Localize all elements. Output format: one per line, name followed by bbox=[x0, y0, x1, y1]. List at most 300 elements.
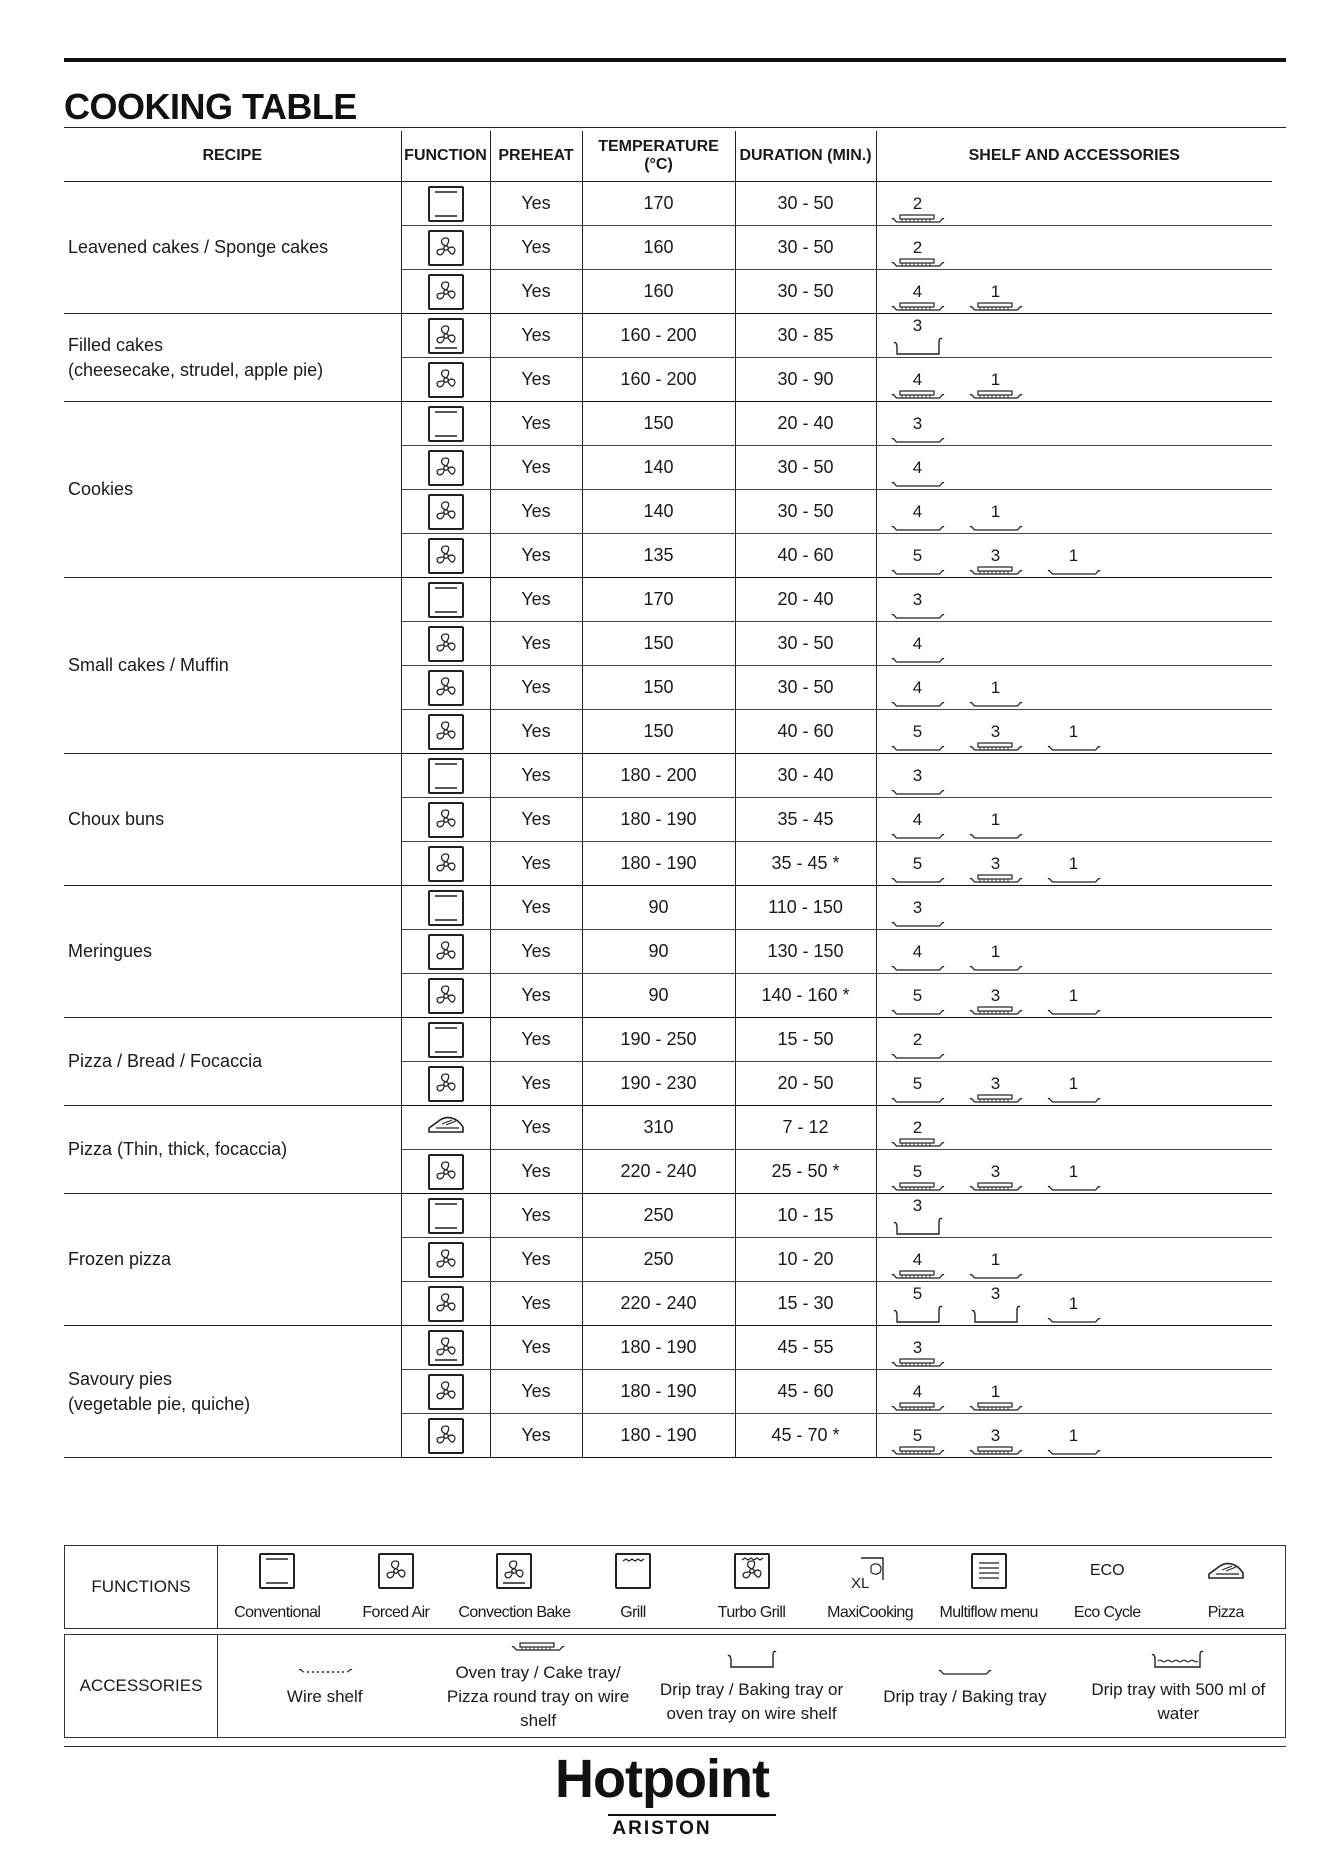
baking-tray-icon bbox=[1047, 740, 1101, 752]
function-cell bbox=[401, 842, 490, 886]
duration-cell: 30 - 50 bbox=[735, 666, 876, 710]
temperature-cell: 150 bbox=[582, 666, 735, 710]
shelf-cell bbox=[876, 226, 1272, 270]
wire-shelf-icon bbox=[295, 1663, 355, 1681]
temperature-cell: 90 bbox=[582, 886, 735, 930]
shelf-level: 1 bbox=[990, 501, 1001, 521]
temperature-cell: 220 - 240 bbox=[582, 1282, 735, 1326]
temperature-cell: 190 - 250 bbox=[582, 1018, 735, 1062]
shelf-level: 3 bbox=[990, 1284, 1001, 1303]
preheat-cell: Yes bbox=[490, 886, 582, 930]
shelf-level: 3 bbox=[912, 897, 923, 917]
shelf-position bbox=[967, 811, 1025, 840]
shelf-position bbox=[889, 1031, 947, 1060]
shelf-position bbox=[1045, 1163, 1103, 1192]
shelf-level: 1 bbox=[1068, 721, 1079, 741]
oven-tray-icon bbox=[891, 1356, 945, 1368]
shelf-position bbox=[967, 987, 1025, 1016]
shelf-cell bbox=[876, 1062, 1272, 1106]
preheat-cell: Yes bbox=[490, 1282, 582, 1326]
shelf-level: 3 bbox=[990, 985, 1001, 1005]
table-row bbox=[64, 1194, 1272, 1238]
function-cell bbox=[401, 402, 490, 446]
forced-air-icon bbox=[428, 1160, 464, 1180]
function-cell bbox=[401, 446, 490, 490]
preheat-cell: Yes bbox=[490, 182, 582, 226]
shelf-level: 5 bbox=[912, 1161, 923, 1181]
preheat-cell: Yes bbox=[490, 842, 582, 886]
table-body bbox=[64, 182, 1272, 1458]
baking-tray-icon bbox=[891, 520, 945, 532]
duration-cell: 30 - 85 bbox=[735, 314, 876, 358]
drip-tray-deep-icon bbox=[891, 1214, 945, 1236]
shelf-level: 2 bbox=[912, 1029, 923, 1049]
shelf-position bbox=[889, 195, 947, 224]
brand-logo: Hotpoint bbox=[555, 1749, 769, 1809]
table-row bbox=[64, 578, 1272, 622]
shelf-cell bbox=[876, 534, 1272, 578]
legend-function-item bbox=[1167, 1546, 1286, 1628]
temperature-cell: 150 bbox=[582, 710, 735, 754]
shelf-cell bbox=[876, 798, 1272, 842]
shelf-position bbox=[967, 1251, 1025, 1280]
shelf-level: 4 bbox=[912, 809, 923, 829]
shelf-level: 1 bbox=[990, 677, 1001, 697]
forced-air-icon bbox=[428, 808, 464, 828]
shelf-level: 1 bbox=[990, 1249, 1001, 1269]
shelf-position bbox=[889, 1383, 947, 1412]
preheat-cell: Yes bbox=[490, 710, 582, 754]
shelf-level: 3 bbox=[912, 413, 923, 433]
baking-tray-icon bbox=[1047, 872, 1101, 884]
baking-tray-icon bbox=[891, 432, 945, 444]
legend-function-item bbox=[929, 1546, 1048, 1628]
legend-accessory-label: Wire shelf bbox=[286, 1687, 363, 1706]
shelf-cell bbox=[876, 754, 1272, 798]
shelf-level: 1 bbox=[1068, 545, 1079, 565]
preheat-cell: Yes bbox=[490, 314, 582, 358]
temperature-cell: 180 - 190 bbox=[582, 1326, 735, 1370]
shelf-cell bbox=[876, 402, 1272, 446]
legend-function-label: Turbo Grill bbox=[717, 1604, 786, 1621]
shelf-position bbox=[889, 1197, 947, 1236]
conventional-icon bbox=[428, 1028, 464, 1048]
oven-tray-icon bbox=[969, 388, 1023, 400]
oven-tray-icon bbox=[969, 740, 1023, 752]
shelf-cell bbox=[876, 1326, 1272, 1370]
shelf-cell bbox=[876, 974, 1272, 1018]
temperature-cell: 160 - 200 bbox=[582, 314, 735, 358]
function-cell bbox=[401, 1062, 490, 1106]
shelf-level: 3 bbox=[912, 1337, 923, 1357]
shelf-position bbox=[889, 283, 947, 312]
function-cell bbox=[401, 1370, 490, 1414]
shelf-position bbox=[1045, 1295, 1103, 1324]
function-cell bbox=[401, 886, 490, 930]
preheat-cell: Yes bbox=[490, 358, 582, 402]
drip-tray-deep-icon bbox=[969, 1302, 1023, 1324]
function-cell bbox=[401, 974, 490, 1018]
baking-tray-icon bbox=[891, 960, 945, 972]
legend-function-label: Multiflow menu bbox=[939, 1604, 1038, 1621]
preheat-cell: Yes bbox=[490, 1238, 582, 1282]
legend-function-item bbox=[455, 1546, 574, 1628]
duration-cell: 20 - 40 bbox=[735, 578, 876, 622]
shelf-position bbox=[1045, 1427, 1103, 1456]
duration-cell: 140 - 160 * bbox=[735, 974, 876, 1018]
function-cell bbox=[401, 534, 490, 578]
accessories-legend bbox=[64, 1634, 1286, 1738]
convection-bake-icon bbox=[428, 324, 464, 344]
shelf-level: 1 bbox=[990, 941, 1001, 961]
preheat-cell: Yes bbox=[490, 1326, 582, 1370]
shelf-position bbox=[889, 1427, 947, 1456]
baking-tray-icon bbox=[1047, 1312, 1101, 1324]
legend-function-label: Forced Air bbox=[362, 1604, 430, 1621]
recipe-cell bbox=[64, 578, 401, 754]
recipe-name-line: Leavened cakes / Sponge cakes bbox=[68, 237, 329, 257]
temperature-cell: 90 bbox=[582, 930, 735, 974]
shelf-position bbox=[889, 415, 947, 444]
conventional-icon bbox=[259, 1550, 295, 1592]
shelf-position bbox=[889, 371, 947, 400]
shelf-level: 3 bbox=[990, 545, 1001, 565]
shelf-position bbox=[889, 1285, 947, 1324]
oven-tray-icon bbox=[969, 300, 1023, 312]
turbo-grill-icon bbox=[734, 1550, 770, 1592]
legend-function-label: Convection Bake bbox=[458, 1604, 571, 1621]
shelf-position bbox=[889, 679, 947, 708]
preheat-cell: Yes bbox=[490, 798, 582, 842]
shelf-position bbox=[967, 547, 1025, 576]
shelf-level: 4 bbox=[912, 1249, 923, 1269]
shelf-position bbox=[967, 1285, 1025, 1324]
duration-cell: 30 - 40 bbox=[735, 754, 876, 798]
oven-tray-icon bbox=[891, 388, 945, 400]
shelf-level: 4 bbox=[912, 677, 923, 697]
forced-air-icon bbox=[428, 456, 464, 476]
legend-function-item bbox=[811, 1546, 930, 1628]
functions-list bbox=[218, 1546, 1285, 1628]
table-row bbox=[64, 886, 1272, 930]
forced-air-icon bbox=[428, 984, 464, 1004]
shelf-position bbox=[967, 943, 1025, 972]
baking-tray-icon bbox=[1047, 1004, 1101, 1016]
function-cell bbox=[401, 1238, 490, 1282]
shelf-level: 4 bbox=[912, 501, 923, 521]
shelf-level: 4 bbox=[912, 633, 923, 653]
baking-tray-icon bbox=[891, 872, 945, 884]
accessories-label: ACCESSORIES bbox=[65, 1635, 218, 1738]
shelf-position bbox=[889, 503, 947, 532]
temperature-cell: 180 - 200 bbox=[582, 754, 735, 798]
legend-function-item bbox=[218, 1546, 337, 1628]
oven-tray-icon bbox=[969, 1004, 1023, 1016]
temperature-cell: 160 bbox=[582, 270, 735, 314]
shelf-cell bbox=[876, 1194, 1272, 1238]
oven-tray-icon bbox=[969, 1400, 1023, 1412]
baking-tray-icon bbox=[969, 828, 1023, 840]
shelf-level: 2 bbox=[912, 1117, 923, 1137]
preheat-cell: Yes bbox=[490, 1414, 582, 1458]
duration-cell: 25 - 50 * bbox=[735, 1150, 876, 1194]
table-row bbox=[64, 754, 1272, 798]
shelf-level: 5 bbox=[912, 853, 923, 873]
recipe-name-line: Choux buns bbox=[68, 809, 165, 829]
shelf-position bbox=[967, 723, 1025, 752]
eco-icon: ECO bbox=[1089, 1562, 1125, 1579]
header-duration: DURATION (MIN.) bbox=[735, 131, 876, 182]
shelf-position bbox=[889, 591, 947, 620]
preheat-cell: Yes bbox=[490, 1194, 582, 1238]
function-cell bbox=[401, 666, 490, 710]
table-row bbox=[64, 1018, 1272, 1062]
shelf-cell bbox=[876, 314, 1272, 358]
forced-air-icon bbox=[428, 632, 464, 652]
baking-tray-icon bbox=[969, 1268, 1023, 1280]
forced-air-icon bbox=[428, 500, 464, 520]
temperature-cell: 160 bbox=[582, 226, 735, 270]
legend-accessory-item bbox=[1072, 1635, 1285, 1737]
legend-function-label: Grill bbox=[620, 1604, 646, 1621]
shelf-cell bbox=[876, 270, 1272, 314]
legend-function-label: Conventional bbox=[234, 1604, 321, 1621]
recipe-cell bbox=[64, 1106, 401, 1194]
shelf-cell bbox=[876, 1282, 1272, 1326]
function-cell bbox=[401, 490, 490, 534]
drip-tray-deep-icon bbox=[891, 334, 945, 356]
duration-cell: 35 - 45 bbox=[735, 798, 876, 842]
conventional-icon bbox=[428, 896, 464, 916]
shelf-level: 3 bbox=[912, 1196, 923, 1215]
conventional-icon bbox=[428, 1204, 464, 1224]
function-cell bbox=[401, 1414, 490, 1458]
baking-tray-icon bbox=[969, 696, 1023, 708]
shelf-position bbox=[889, 459, 947, 488]
recipe-name-line: Meringues bbox=[68, 941, 153, 961]
shelf-position bbox=[967, 503, 1025, 532]
function-cell bbox=[401, 930, 490, 974]
preheat-cell: Yes bbox=[490, 1370, 582, 1414]
drip-tray-deep-icon bbox=[725, 1647, 779, 1674]
shelf-position bbox=[889, 1075, 947, 1104]
oven-tray-icon bbox=[891, 1400, 945, 1412]
footer-rule bbox=[64, 1746, 1286, 1747]
temperature-cell: 220 - 240 bbox=[582, 1150, 735, 1194]
duration-cell: 30 - 50 bbox=[735, 182, 876, 226]
duration-cell: 30 - 50 bbox=[735, 446, 876, 490]
shelf-position bbox=[889, 943, 947, 972]
baking-tray-icon bbox=[891, 916, 945, 928]
shelf-level: 2 bbox=[912, 193, 923, 213]
shelf-level: 1 bbox=[990, 1381, 1001, 1401]
page-title: COOKING TABLE bbox=[64, 86, 357, 127]
shelf-position bbox=[1045, 723, 1103, 752]
baking-tray-icon bbox=[891, 476, 945, 488]
shelf-position bbox=[967, 679, 1025, 708]
duration-cell: 10 - 20 bbox=[735, 1238, 876, 1282]
convection-bake-icon bbox=[496, 1550, 532, 1592]
shelf-position bbox=[889, 1163, 947, 1192]
oven-tray-icon bbox=[969, 872, 1023, 884]
function-cell bbox=[401, 1326, 490, 1370]
temperature-cell: 150 bbox=[582, 622, 735, 666]
svg-text:XL: XL bbox=[851, 1575, 870, 1592]
oven-tray-icon bbox=[969, 1180, 1023, 1192]
preheat-cell: Yes bbox=[490, 578, 582, 622]
baking-tray-icon bbox=[1047, 1180, 1101, 1192]
forced-air-icon bbox=[428, 1380, 464, 1400]
preheat-cell: Yes bbox=[490, 1150, 582, 1194]
legend-function-item bbox=[574, 1546, 693, 1628]
legend-function-label: Pizza bbox=[1207, 1604, 1244, 1621]
forced-air-icon bbox=[428, 236, 464, 256]
title-rule bbox=[64, 127, 1286, 128]
temperature-cell: 170 bbox=[582, 578, 735, 622]
recipe-cell bbox=[64, 1018, 401, 1106]
shelf-position bbox=[889, 1119, 947, 1148]
recipe-name-line: Frozen pizza bbox=[68, 1249, 172, 1269]
function-cell bbox=[401, 1194, 490, 1238]
shelf-cell bbox=[876, 622, 1272, 666]
legend-function-label: MaxiCooking bbox=[827, 1604, 914, 1621]
temperature-cell: 180 - 190 bbox=[582, 1414, 735, 1458]
temperature-cell: 140 bbox=[582, 446, 735, 490]
legend-accessory-item bbox=[645, 1635, 858, 1737]
temperature-cell: 135 bbox=[582, 534, 735, 578]
shelf-cell bbox=[876, 1150, 1272, 1194]
conventional-icon bbox=[428, 588, 464, 608]
preheat-cell: Yes bbox=[490, 1018, 582, 1062]
shelf-level: 1 bbox=[1068, 1161, 1079, 1181]
oven-tray-icon bbox=[891, 1268, 945, 1280]
preheat-cell: Yes bbox=[490, 534, 582, 578]
forced-air-icon bbox=[428, 280, 464, 300]
brand-sub: ARISTON bbox=[612, 1818, 712, 1839]
function-cell bbox=[401, 226, 490, 270]
duration-cell: 35 - 45 * bbox=[735, 842, 876, 886]
temperature-cell: 140 bbox=[582, 490, 735, 534]
shelf-cell bbox=[876, 578, 1272, 622]
shelf-level: 3 bbox=[990, 853, 1001, 873]
preheat-cell: Yes bbox=[490, 1062, 582, 1106]
table-row bbox=[64, 1326, 1272, 1370]
shelf-level: 5 bbox=[912, 721, 923, 741]
maxicooking-icon bbox=[849, 1550, 891, 1592]
shelf-cell bbox=[876, 1018, 1272, 1062]
baking-tray-icon bbox=[891, 608, 945, 620]
temperature-cell: 180 - 190 bbox=[582, 842, 735, 886]
forced-air-icon bbox=[428, 544, 464, 564]
shelf-cell bbox=[876, 446, 1272, 490]
shelf-position bbox=[889, 547, 947, 576]
oven-tray-icon bbox=[511, 1639, 565, 1657]
legend-accessory-item bbox=[858, 1635, 1071, 1737]
duration-cell: 40 - 60 bbox=[735, 710, 876, 754]
shelf-level: 3 bbox=[990, 1425, 1001, 1445]
shelf-position bbox=[1045, 547, 1103, 576]
oven-tray-icon bbox=[891, 1444, 945, 1456]
shelf-cell bbox=[876, 842, 1272, 886]
shelf-position bbox=[889, 1339, 947, 1368]
oven-tray-icon bbox=[891, 1180, 945, 1192]
convection-bake-icon bbox=[428, 1336, 464, 1356]
shelf-level: 5 bbox=[912, 985, 923, 1005]
forced-air-icon bbox=[428, 1292, 464, 1312]
duration-cell: 130 - 150 bbox=[735, 930, 876, 974]
shelf-position bbox=[889, 317, 947, 356]
shelf-level: 1 bbox=[1068, 1294, 1079, 1313]
shelf-level: 5 bbox=[912, 1284, 923, 1303]
baking-tray-icon bbox=[891, 740, 945, 752]
legend-function-label: Eco Cycle bbox=[1073, 1604, 1141, 1621]
shelf-cell bbox=[876, 930, 1272, 974]
forced-air-icon bbox=[428, 720, 464, 740]
shelf-level: 1 bbox=[990, 809, 1001, 829]
preheat-cell: Yes bbox=[490, 930, 582, 974]
table-row bbox=[64, 1106, 1272, 1150]
baking-tray-icon bbox=[969, 960, 1023, 972]
temperature-cell: 190 - 230 bbox=[582, 1062, 735, 1106]
duration-cell: 30 - 50 bbox=[735, 226, 876, 270]
temperature-cell: 180 - 190 bbox=[582, 1370, 735, 1414]
shelf-position bbox=[889, 811, 947, 840]
baking-tray-icon bbox=[891, 564, 945, 576]
temperature-cell: 310 bbox=[582, 1106, 735, 1150]
shelf-cell bbox=[876, 182, 1272, 226]
forced-air-icon bbox=[428, 1072, 464, 1092]
function-cell bbox=[401, 270, 490, 314]
shelf-position bbox=[967, 283, 1025, 312]
recipe-cell bbox=[64, 886, 401, 1018]
recipe-name-line: Pizza (Thin, thick, focaccia) bbox=[68, 1139, 288, 1159]
multiflow-menu-icon bbox=[971, 1550, 1007, 1592]
legend-accessory-item bbox=[431, 1635, 644, 1737]
baking-tray-icon bbox=[891, 828, 945, 840]
functions-label: FUNCTIONS bbox=[65, 1546, 218, 1629]
top-rule bbox=[64, 58, 1286, 62]
pizza-icon bbox=[1206, 1550, 1246, 1592]
shelf-cell bbox=[876, 358, 1272, 402]
shelf-level: 1 bbox=[1068, 1073, 1079, 1093]
forced-air-icon bbox=[378, 1550, 414, 1592]
duration-cell: 110 - 150 bbox=[735, 886, 876, 930]
oven-tray-icon bbox=[969, 564, 1023, 576]
recipe-name-line: Savoury pies bbox=[68, 1368, 173, 1389]
shelf-cell bbox=[876, 1106, 1272, 1150]
table-row bbox=[64, 402, 1272, 446]
forced-air-icon bbox=[428, 852, 464, 872]
shelf-position bbox=[889, 1251, 947, 1280]
temperature-cell: 250 bbox=[582, 1238, 735, 1282]
shelf-level: 3 bbox=[912, 589, 923, 609]
shelf-level: 3 bbox=[912, 316, 923, 335]
oven-tray-icon bbox=[891, 212, 945, 224]
oven-tray-icon bbox=[891, 256, 945, 268]
shelf-position bbox=[889, 855, 947, 884]
brand-rule bbox=[608, 1814, 776, 1816]
function-cell bbox=[401, 1150, 490, 1194]
preheat-cell: Yes bbox=[490, 666, 582, 710]
header-temperature: TEMPERATURE (°C) bbox=[582, 131, 735, 182]
baking-tray-icon bbox=[969, 520, 1023, 532]
function-cell bbox=[401, 710, 490, 754]
shelf-level: 3 bbox=[990, 1161, 1001, 1181]
shelf-level: 5 bbox=[912, 545, 923, 565]
shelf-level: 4 bbox=[912, 457, 923, 477]
baking-tray-icon bbox=[891, 1092, 945, 1104]
duration-cell: 20 - 40 bbox=[735, 402, 876, 446]
